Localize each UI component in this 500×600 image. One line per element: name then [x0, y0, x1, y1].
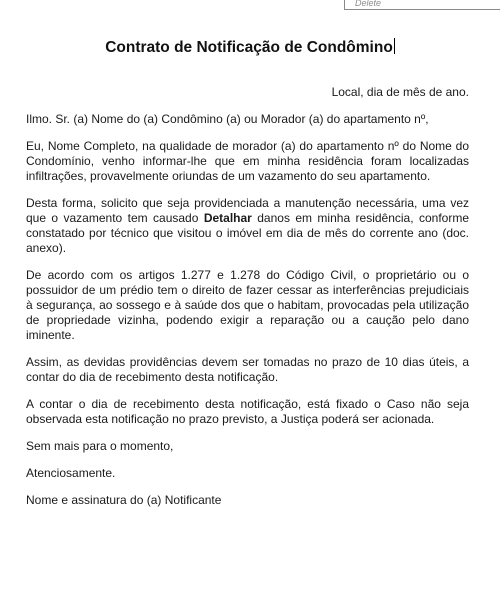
paragraph-2-bold: Detalhar: [203, 211, 252, 225]
closing-2: Atenciosamente.: [26, 466, 116, 480]
paragraph-1: Eu, Nome Completo, na qualidade de morador (a) do apartamento nº do Nome do Condomínio, venho informar-lhe que em minha residência foram localizadas infiltrações, provavelmente oriundas de um vazamento do seu apartamento.: [26, 139, 469, 183]
salutation: Ilmo. Sr. (a) Nome do (a) Condômino (a) ou Morador (a) do apartamento nº,: [26, 112, 429, 126]
delete-field[interactable]: [344, 0, 500, 10]
delete-label: Delete: [355, 0, 382, 8]
signature-line: Nome e assinatura do (a) Notificante: [26, 493, 222, 507]
closing-1: Sem mais para o momento,: [26, 439, 174, 453]
paragraph-4: Assim, as devidas providências devem ser tomadas no prazo de 10 dias úteis, a contar do dia de recebimento desta notificação.: [26, 355, 469, 384]
date-line: Local, dia de mês de ano.: [331, 85, 469, 99]
paragraph-2-after: danos em minha residência, conforme constatado por técnico que visitou o imóvel em dia de mês do corrente ano (doc. anexo).: [26, 211, 469, 255]
document-body[interactable]: [26, 85, 469, 520]
paragraph-3: De acordo com os artigos 1.277 e 1.278 do Código Civil, o proprietário ou o possuidor de um prédio tem o direito de fazer cessar as interferências prejudiciais à segurança, ao sossego e à saúde dos que o habitam, provocadas pela utilização de propriedade vizinha, podendo exigir a reparação ou a caução pelo dano iminente.: [26, 268, 469, 342]
text-cursor: [394, 38, 395, 54]
paragraph-2-before: Desta forma, solicito que seja providenciada a manutenção necessária, uma vez que o vazamento tem causado: [26, 196, 469, 225]
document-title[interactable]: [0, 38, 500, 57]
paragraph-5: A contar o dia de recebimento desta notificação, está fixado o Caso não seja observada esta notificação no prazo previsto, a Justiça poderá ser acionada.: [26, 397, 469, 426]
document-title-text: Contrato de Notificação de Condômino: [105, 39, 393, 56]
paragraph-2: [26, 196, 469, 256]
